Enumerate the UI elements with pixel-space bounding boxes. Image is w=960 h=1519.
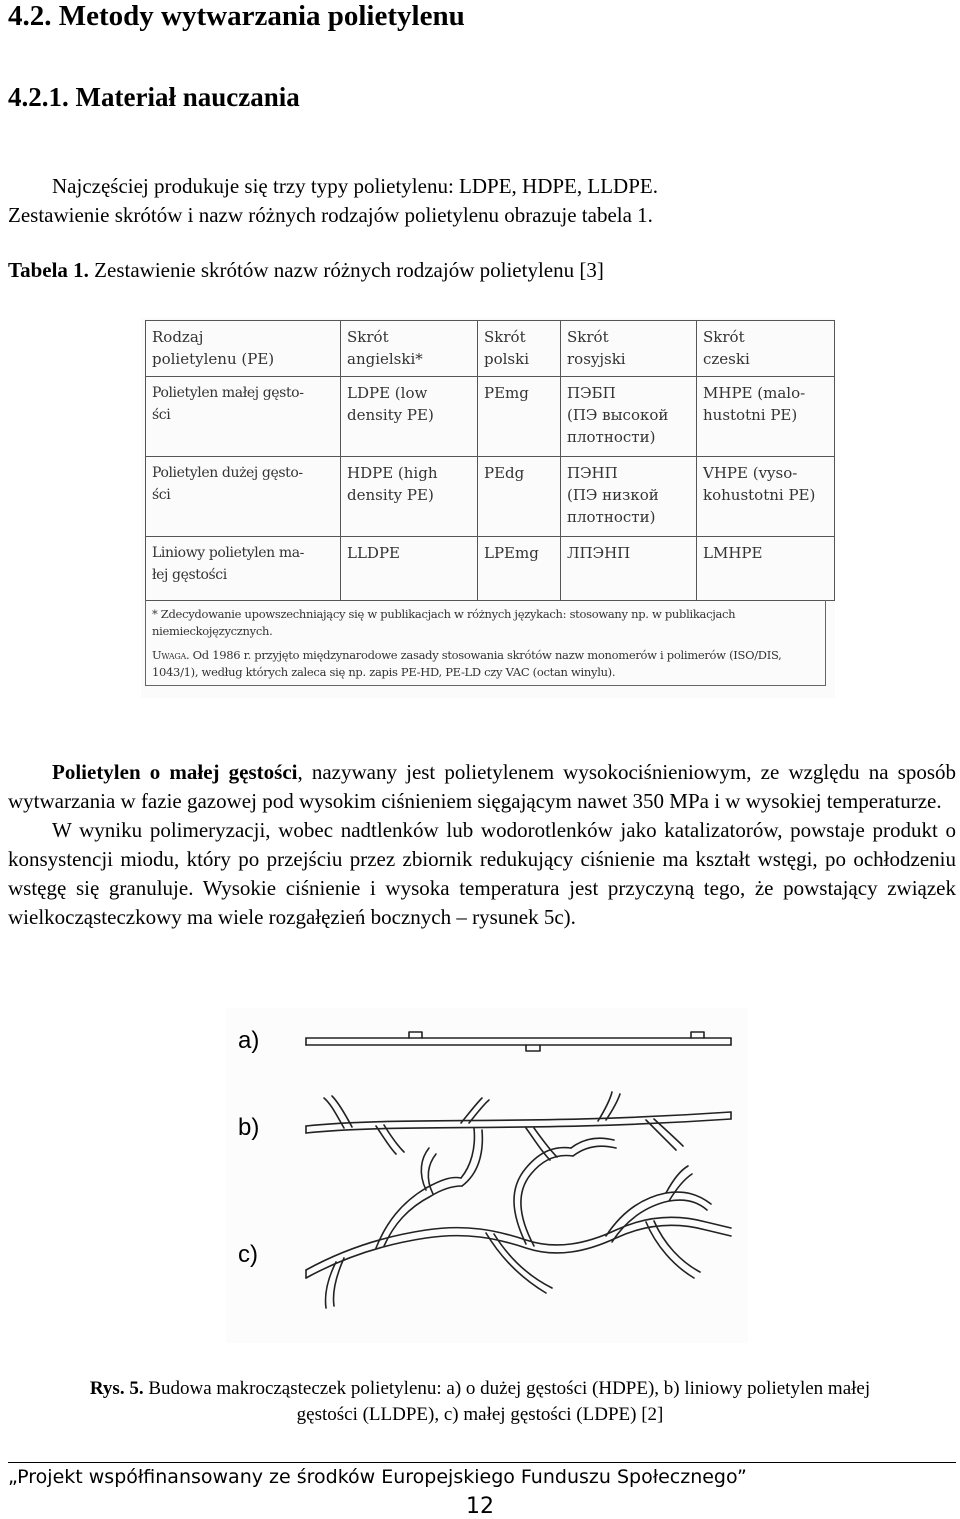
header-cell: Skrót polski bbox=[478, 321, 561, 377]
table-cell: PEdg bbox=[478, 457, 561, 537]
intro-line-2: Zestawienie skrótów i nazw różnych rodzajów polietylenu obrazuje tabela 1. bbox=[8, 203, 653, 227]
table-cell: ЛПЭНП bbox=[561, 537, 697, 601]
intro-paragraph bbox=[8, 172, 954, 230]
header-cell: Skrót angielski* bbox=[341, 321, 478, 377]
paragraph-ldpe bbox=[8, 758, 956, 816]
footnote-line: * Zdecydowanie upowszechniający się w publikacjach w różnych językach: stosowany np. w publikacjach bbox=[152, 607, 736, 621]
table-cell: Polietylen dużej gęsto- ści bbox=[146, 457, 341, 537]
table-cell: Liniowy polietylen ma- łej gęstości bbox=[146, 537, 341, 601]
table-cell: VHPE (vyso- kohustotni PE) bbox=[697, 457, 835, 537]
figure-label-a: a) bbox=[238, 1027, 260, 1054]
macromolecule-diagram bbox=[226, 1008, 748, 1343]
table-cell: HDPE (high density PE) bbox=[341, 457, 478, 537]
figure-caption bbox=[40, 1376, 920, 1428]
table-row bbox=[146, 377, 835, 457]
ldpe-term: Polietylen o małej gęstości bbox=[52, 760, 298, 784]
macromolecule-figure bbox=[226, 1008, 748, 1343]
table-cell: LLDPE bbox=[341, 537, 478, 601]
subsection-heading: 4.2.1. Materiał nauczania bbox=[8, 82, 300, 112]
figure-caption-line-1 bbox=[40, 1376, 920, 1402]
footnote-line: niemieckojęzycznych. bbox=[152, 624, 273, 638]
table-caption bbox=[8, 258, 604, 283]
table-cell: ПЭНП (ПЭ низкой плотности) bbox=[561, 457, 697, 537]
footer-divider bbox=[8, 1462, 956, 1463]
figure-label-b: b) bbox=[238, 1114, 260, 1141]
table-caption-text: Zestawienie skrótów nazw różnych rodzajów polietylenu [3] bbox=[88, 258, 604, 282]
ldpe-highly-branched-chain bbox=[306, 1128, 731, 1308]
table-cell: MHPE (malo- hustotni PE) bbox=[697, 377, 835, 457]
polyethylene-abbreviation-table bbox=[141, 318, 835, 698]
figure-caption-text: Budowa makrocząsteczek polietylenu: a) o dużej gęstości (HDPE), b) liniowy polietylen małej bbox=[143, 1378, 871, 1399]
table-footnote bbox=[145, 600, 826, 686]
table-caption-label: Tabela 1. bbox=[8, 258, 89, 282]
hdpe-linear-chain bbox=[306, 1032, 731, 1051]
footnote-note-label: Uwaga. bbox=[152, 648, 190, 662]
header-cell: Skrót czeski bbox=[697, 321, 835, 377]
table-header-row bbox=[146, 321, 835, 377]
table-row bbox=[146, 537, 835, 601]
table-row bbox=[146, 457, 835, 537]
figure-caption-line-2: gęstości (LLDPE), c) małej gęstości (LDPE) [2] bbox=[296, 1404, 664, 1425]
abbreviation-table bbox=[145, 320, 835, 601]
body-text bbox=[8, 758, 956, 932]
header-cell: Skrót rosyjski bbox=[561, 321, 697, 377]
table-cell: PEmg bbox=[478, 377, 561, 457]
table-cell: Polietylen małej gęsto- ści bbox=[146, 377, 341, 457]
table-cell: LPEmg bbox=[478, 537, 561, 601]
page-number: 12 bbox=[466, 1494, 494, 1519]
footnote-line: 1043/1), według których zaleca się np. zapis PE-HD, PE-LD czy VAC (octan winylu). bbox=[152, 665, 616, 679]
ldpe-description: , nazywany jest polietylenem wysokociśnieniowym, ze względu na sposób wytwarzania w fazie gazowej pod wysokim ciśnieniem sięgającym nawet 350 MPa i w wysokiej temperaturze. bbox=[8, 760, 957, 813]
footnote-note-text: Od 1986 r. przyjęto międzynarodowe zasady stosowania skrótów nazw monomerów i polimerów (ISO/DIS, bbox=[189, 648, 782, 662]
paragraph-polymerization: W wyniku polimeryzacji, wobec nadtlenków lub wodorotlenków jako katalizatorów, powstaje produkt o konsystencji miodu, który po przejściu przez zbiornik redukujący ciśnienie ma kształt wstęgi, po ochłodzeniu wstęgę się granuluje. Wysokie ciśnienie i wysoka temperatura jest przyczyną tego, że powstający związek wielkocząsteczkowy ma wiele rozgałęzień bocznych – rysunek 5c). bbox=[8, 818, 956, 929]
footnote-line bbox=[152, 647, 825, 664]
figure-caption-label: Rys. 5. bbox=[89, 1378, 144, 1399]
intro-line-1: Najczęściej produkuje się trzy typy polietylenu: LDPE, HDPE, LLDPE. bbox=[52, 174, 658, 198]
section-heading: 4.2. Metody wytwarzania polietylenu bbox=[8, 0, 465, 32]
table-cell: LDPE (low density PE) bbox=[341, 377, 478, 457]
table-cell: ПЭБП (ПЭ высокой плотности) bbox=[561, 377, 697, 457]
footer-project-note: „Projekt współfinansowany ze środków Europejskiego Funduszu Społecznego” bbox=[8, 1466, 747, 1488]
lldpe-branched-chain bbox=[306, 1092, 731, 1160]
header-cell: Rodzaj polietylenu (PE) bbox=[146, 321, 341, 377]
table-cell: LMHPE bbox=[697, 537, 835, 601]
figure-label-c: c) bbox=[238, 1241, 258, 1268]
